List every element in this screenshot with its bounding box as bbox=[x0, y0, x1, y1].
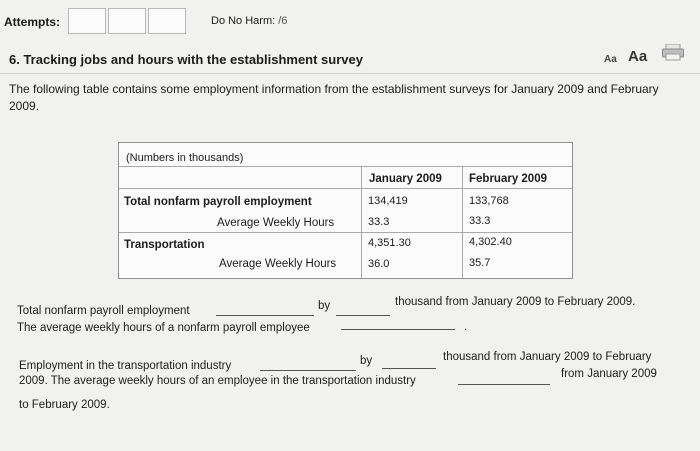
row-label-total-nonfarm: Total nonfarm payroll employment bbox=[124, 196, 312, 208]
table-cell: 4,351.30 bbox=[368, 237, 411, 249]
blank-1a[interactable] bbox=[216, 305, 314, 316]
statement-2-text: The average weekly hours of a nonfarm payroll employee bbox=[17, 322, 310, 334]
statement-1-text: Total nonfarm payroll employment bbox=[17, 305, 190, 317]
table-caption: (Numbers in thousands) bbox=[126, 152, 244, 164]
row-label-avg-hours: Average Weekly Hours bbox=[217, 217, 335, 229]
table-cell: 134,419 bbox=[368, 195, 408, 207]
table-cell: 33.3 bbox=[469, 215, 491, 227]
attempt-box bbox=[68, 8, 106, 34]
do-no-harm-label: Do No Harm: bbox=[211, 15, 276, 27]
blank-3b[interactable] bbox=[382, 358, 436, 369]
statement-3-from: from January 2009 bbox=[561, 368, 657, 380]
table-rule bbox=[119, 232, 572, 233]
table-cell: 133,768 bbox=[469, 195, 509, 207]
intro-text: The following table contains some employment information from the establishment surveys for January 2009 and February 2009. bbox=[9, 82, 659, 113]
statement-1-end: thousand from January 2009 to February 2009. bbox=[395, 296, 636, 308]
table-cell: 33.3 bbox=[368, 216, 390, 228]
table-column-divider bbox=[462, 166, 463, 278]
print-icon[interactable] bbox=[662, 44, 684, 61]
table-column-divider bbox=[361, 166, 362, 278]
table-cell: 4,302.40 bbox=[469, 236, 512, 248]
attempt-indicator bbox=[68, 8, 188, 34]
row-label-avg-hours: Average Weekly Hours bbox=[219, 258, 337, 270]
statement-3-by: by bbox=[360, 355, 373, 367]
data-table bbox=[118, 142, 573, 279]
table-cell: 35.7 bbox=[469, 257, 491, 269]
blank-1b[interactable] bbox=[336, 305, 390, 316]
table-cell: 36.0 bbox=[368, 258, 390, 270]
attempt-box bbox=[148, 8, 186, 34]
statement-2-end: . bbox=[464, 321, 468, 333]
title-divider bbox=[0, 73, 700, 74]
attempt-box bbox=[108, 8, 146, 34]
question-title: 6. Tracking jobs and hours with the establishment survey bbox=[9, 52, 363, 67]
do-no-harm bbox=[211, 15, 287, 27]
row-label-transportation: Transportation bbox=[124, 239, 205, 251]
decrease-font-button[interactable]: Aa bbox=[604, 54, 617, 65]
statement-3-text: Employment in the transportation industry bbox=[19, 360, 232, 372]
attempts-label: Attempts: bbox=[4, 15, 60, 29]
blank-3a[interactable] bbox=[260, 360, 356, 371]
statement-3-text-2: 2009. The average weekly hours of an employee in the transportation industry bbox=[19, 375, 416, 387]
increase-font-button[interactable]: Aa bbox=[628, 48, 648, 65]
table-rule bbox=[119, 188, 572, 189]
statement-1-by: by bbox=[318, 300, 331, 312]
column-header-jan: January 2009 bbox=[369, 173, 442, 185]
statement-3-end: to February 2009. bbox=[19, 399, 110, 411]
statement-3-unit: thousand from January 2009 to February bbox=[443, 351, 652, 363]
blank-3c[interactable] bbox=[458, 374, 550, 385]
table-rule bbox=[119, 166, 572, 167]
blank-2[interactable] bbox=[341, 319, 455, 330]
column-header-feb: February 2009 bbox=[469, 173, 547, 185]
do-no-harm-score: /6 bbox=[278, 15, 288, 27]
